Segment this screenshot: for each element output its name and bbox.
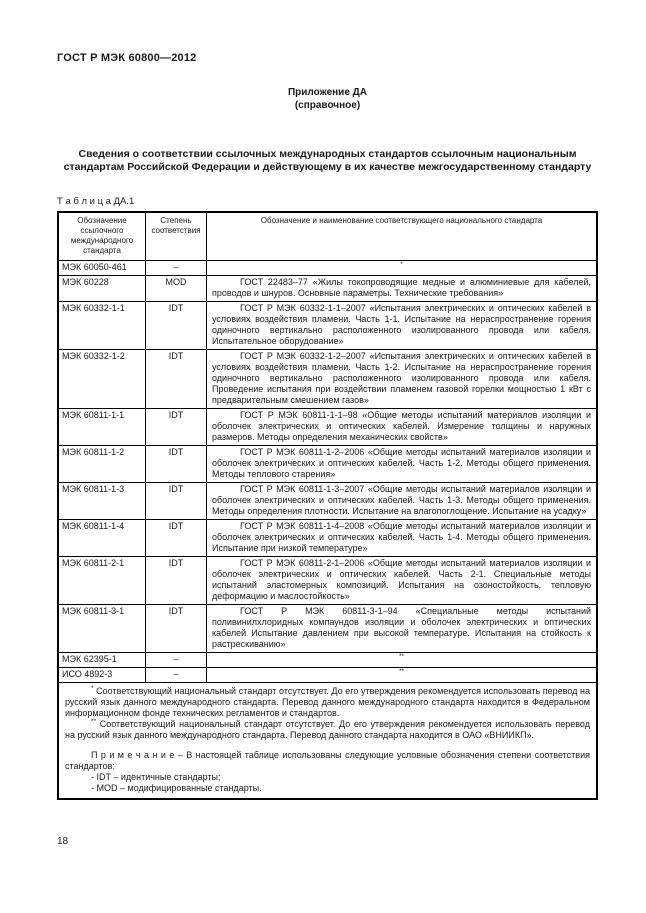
cell-standard: МЭК 62395-1 [58,653,146,668]
table-row [58,302,597,350]
cell-national: ГОСТ Р МЭК 60332-1-2–2007 «Испытания электрических и оптических кабелей в условиях воздействия пламени. Часть 1-2. Испытание на нераспространение горения одиночного вертикально расположенного изолированного провода или кабеля. Проведение испытания при воздействии пламенем газовой горелки мощностью 1 кВт с предварительным смешением газов» [207,350,598,409]
cell-national: ГОСТ Р МЭК 60811-2-1–2006 «Общие методы испытаний материалов изоляции и оболочек электрических и оптических кабелей. Часть 2-1. Специальные методы испытаний эластомерных композиций. Испытания на озоностойкость, тепловую деформацию и маслостойкость» [207,557,598,605]
table-row [58,557,597,605]
cell-standard: МЭК 60811-1-1 [58,409,146,446]
page-title: Сведения о соответствии ссылочных международных стандартов ссылочным национальным стандартам Российской Федерации и действующему в их качестве межгосударственному стандарту [63,148,592,173]
cell-national: ГОСТ 22483–77 «Жилы токопроводящие медные и алюминиевые для кабелей, проводов и шнуров. Основные параметры. Технические требования» [207,276,598,302]
cell-standard: МЭК 60228 [58,276,146,302]
note-item-idt: - IDT – идентичные стандарты; [91,772,221,782]
table-row [58,350,597,409]
cell-degree: – [146,668,207,683]
table-row [58,520,597,557]
table-row [58,276,597,302]
cell-degree: IDT [146,350,207,409]
table-footnotes-row [58,683,597,800]
cell-national [207,261,598,276]
cell-standard: МЭК 60811-1-4 [58,520,146,557]
footnote-marker: ** [398,653,405,660]
doc-code: ГОСТ Р МЭК 60800—2012 [57,52,197,64]
table-row [58,483,597,520]
footnote-marker: ** [91,718,97,725]
footnote-text: Соответствующий национальный стандарт отсутствует. До его утверждения рекомендуется использовать перевод на русский язык данного международного стандарта. Перевод данного стандарта находится в ОАО «ВНИИКП». [65,719,590,740]
table-row [58,409,597,446]
table-header-row [58,212,597,261]
cell-national [207,668,598,683]
appendix-title: Приложение ДА [287,87,368,98]
cell-degree: IDT [146,302,207,350]
page-number: 18 [57,836,69,847]
table-label: Т а б л и ц а ДА.1 [57,196,135,207]
cell-degree: IDT [146,520,207,557]
cell-standard: МЭК 60811-1-3 [58,483,146,520]
cell-national: ГОСТ Р МЭК 60332-1-1–2007 «Испытания электрических и оптических кабелей в условиях воздействия пламени. Часть 1-1. Испытание на нераспространение горения одиночного вертикально расположенного изолированного провода или кабеля. Испытательное оборудование» [207,302,598,350]
cell-degree: MOD [146,276,207,302]
table-row [58,446,597,483]
correspondence-table [57,211,598,800]
appendix-block [57,86,598,112]
cell-standard: МЭК 60332-1-1 [58,302,146,350]
cell-national: ГОСТ Р МЭК 60811-1-1–98 «Общие методы испытаний материалов изоляции и оболочек электрических и оптических кабелей. Измерение толщины и наружных размеров. Методы определения механических свойств» [207,409,598,446]
footnote-1 [65,686,590,719]
table-note: П р и м е ч а н и е – В настоящей таблице использованы следующие условные обозначения степени соответствия стандартов: [65,750,590,771]
cell-degree: – [146,653,207,668]
cell-degree: IDT [146,605,207,653]
appendix-subtitle: (справочное) [294,100,361,111]
table-row [58,653,597,668]
cell-standard: МЭК 60811-2-1 [58,557,146,605]
cell-standard: МЭК 60811-3-1 [58,605,146,653]
cell-national: ГОСТ Р МЭК 60811-3-1–94 «Специальные методы испытаний поливинилхлоридных компаундов изоляции и оболочек электрических и оптических кабелей Испытание давлением при высокой температуре. Испытания на стойкость к растрескиванию» [207,605,598,653]
footnote-marker: * [400,261,403,268]
col-header-national-standard: Обозначение и наименование соответствующего национального стандарта [207,212,598,261]
cell-national [207,653,598,668]
table-row [58,261,597,276]
table-row [58,668,597,683]
cell-standard: МЭК 60050-461 [58,261,146,276]
table-footnotes [58,683,597,800]
cell-degree: – [146,261,207,276]
cell-degree: IDT [146,483,207,520]
cell-standard: МЭК 60811-1-2 [58,446,146,483]
footnote-marker: ** [398,668,405,675]
footnote-2 [65,719,590,741]
footnote-marker: * [91,685,94,692]
cell-standard: ИСО 4892-3 [58,668,146,683]
cell-national: ГОСТ Р МЭК 60811-1-3–2007 «Общие методы испытаний материалов изоляции и оболочек электрических и оптических кабелей. Часть 1-3. Методы общего применения. Методы определения плотности. Испытание на влагопоглощение. Испытание на усадку» [207,483,598,520]
note-item-mod: - MOD – модифицированные стандарты. [91,783,262,793]
footnote-text: Соответствующий национальный стандарт отсутствует. До его утверждения рекомендуется использовать перевод на русский язык данного международного стандарта. Перевод данного международного стандарта находится в Федеральном информационном фонде технических регламентов и стандартов. [65,686,590,718]
cell-national: ГОСТ Р МЭК 60811-1-2–2006 «Общие методы испытаний материалов изоляции и оболочек электрических и оптических кабелей. Часть 1-2. Методы общего применения. Методы теплового старения» [207,446,598,483]
col-header-degree: Степень соответствия [146,212,207,261]
cell-degree: IDT [146,446,207,483]
cell-national: ГОСТ Р МЭК 60811-1-4–2008 «Общие методы испытаний материалов изоляции и оболочек электрических и оптических кабелей. Часть 1-4. Методы общего применения. Испытание при низкой температуре» [207,520,598,557]
col-header-international-standard: Обозначение ссылочного международного стандарта [58,212,146,261]
cell-degree: IDT [146,557,207,605]
cell-degree: IDT [146,409,207,446]
table-row [58,605,597,653]
cell-standard: МЭК 60332-1-2 [58,350,146,409]
